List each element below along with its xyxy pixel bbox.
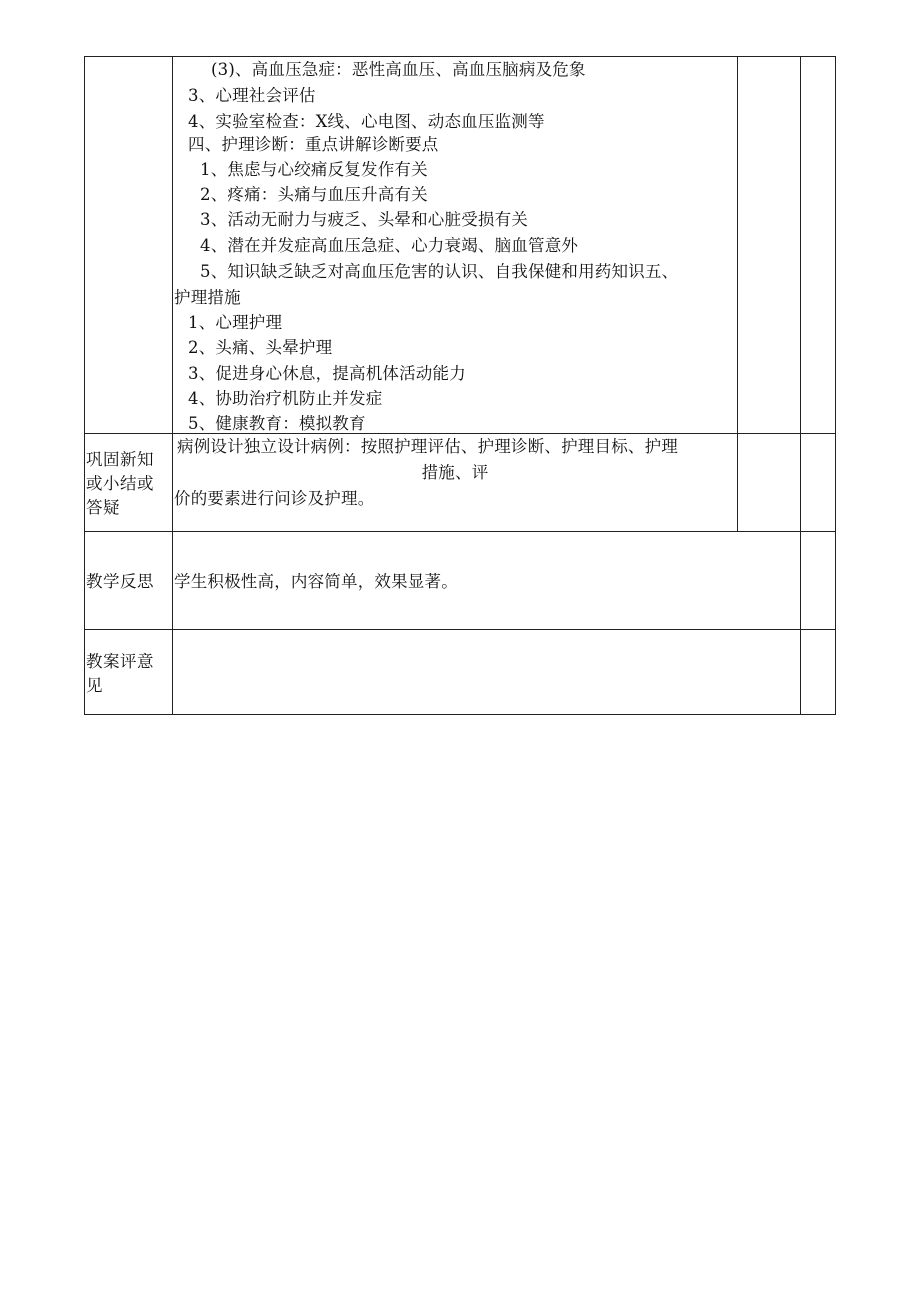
content-line: 护理措施	[174, 288, 241, 307]
row-label-reflection: 教学反思	[86, 572, 154, 591]
content-line: 2、疼痛：头痛与血压升高有关	[200, 185, 428, 204]
table-top-border	[84, 56, 836, 57]
table-right-border	[835, 56, 836, 715]
content-line: 2、头痛、头晕护理	[188, 338, 333, 357]
content-line: 1、焦虑与心绞痛反复发作有关	[200, 160, 428, 179]
content-line: 1、心理护理	[188, 313, 283, 332]
content-line: (3)、高血压急症：恶性高血压、高血压脑病及危象	[211, 60, 586, 79]
label-column-divider	[172, 56, 173, 715]
case-design-line-1: 病例设计独立设计病例：按照护理评估、护理诊断、护理目标、护理	[177, 437, 678, 456]
content-line: 5、健康教育：模拟教育	[188, 414, 366, 433]
content-line: 3、促进身心休息，提高机体活动能力	[188, 364, 466, 383]
table-bottom-border	[84, 714, 836, 715]
content-line: 4、实验室检查：X线、心电图、动态血压监测等	[188, 112, 545, 131]
content-line: 3、心理社会评估	[188, 86, 316, 105]
row-label-review-comments: 教案评意见	[86, 652, 154, 695]
content-line: 四、护理诊断：重点讲解诊断要点	[188, 135, 439, 154]
case-design-line-3: 价的要素进行问诊及护理。	[174, 489, 375, 508]
content-line: 4、潜在并发症高血压急症、心力衰竭、脑血管意外	[200, 236, 579, 255]
row-label-consolidate: 巩固新知或小结或答疑	[86, 450, 154, 517]
content-line: 3、活动无耐力与疲乏、头晕和心脏受损有关	[200, 210, 528, 229]
case-design-line-2: 措施、评	[421, 463, 489, 482]
reflection-text: 学生积极性高，内容简单，效果显著。	[174, 572, 458, 591]
row-divider-3	[84, 629, 836, 630]
content-column-divider-upper	[737, 56, 738, 532]
content-line: 4、协助治疗机防止并发症	[188, 389, 383, 408]
table-left-border	[84, 56, 85, 715]
row-divider-2	[84, 531, 836, 532]
narrow-column-divider	[800, 56, 801, 715]
content-line: 5、知识缺乏缺乏对高血压危害的认识、自我保健和用药知识五、	[200, 262, 679, 281]
